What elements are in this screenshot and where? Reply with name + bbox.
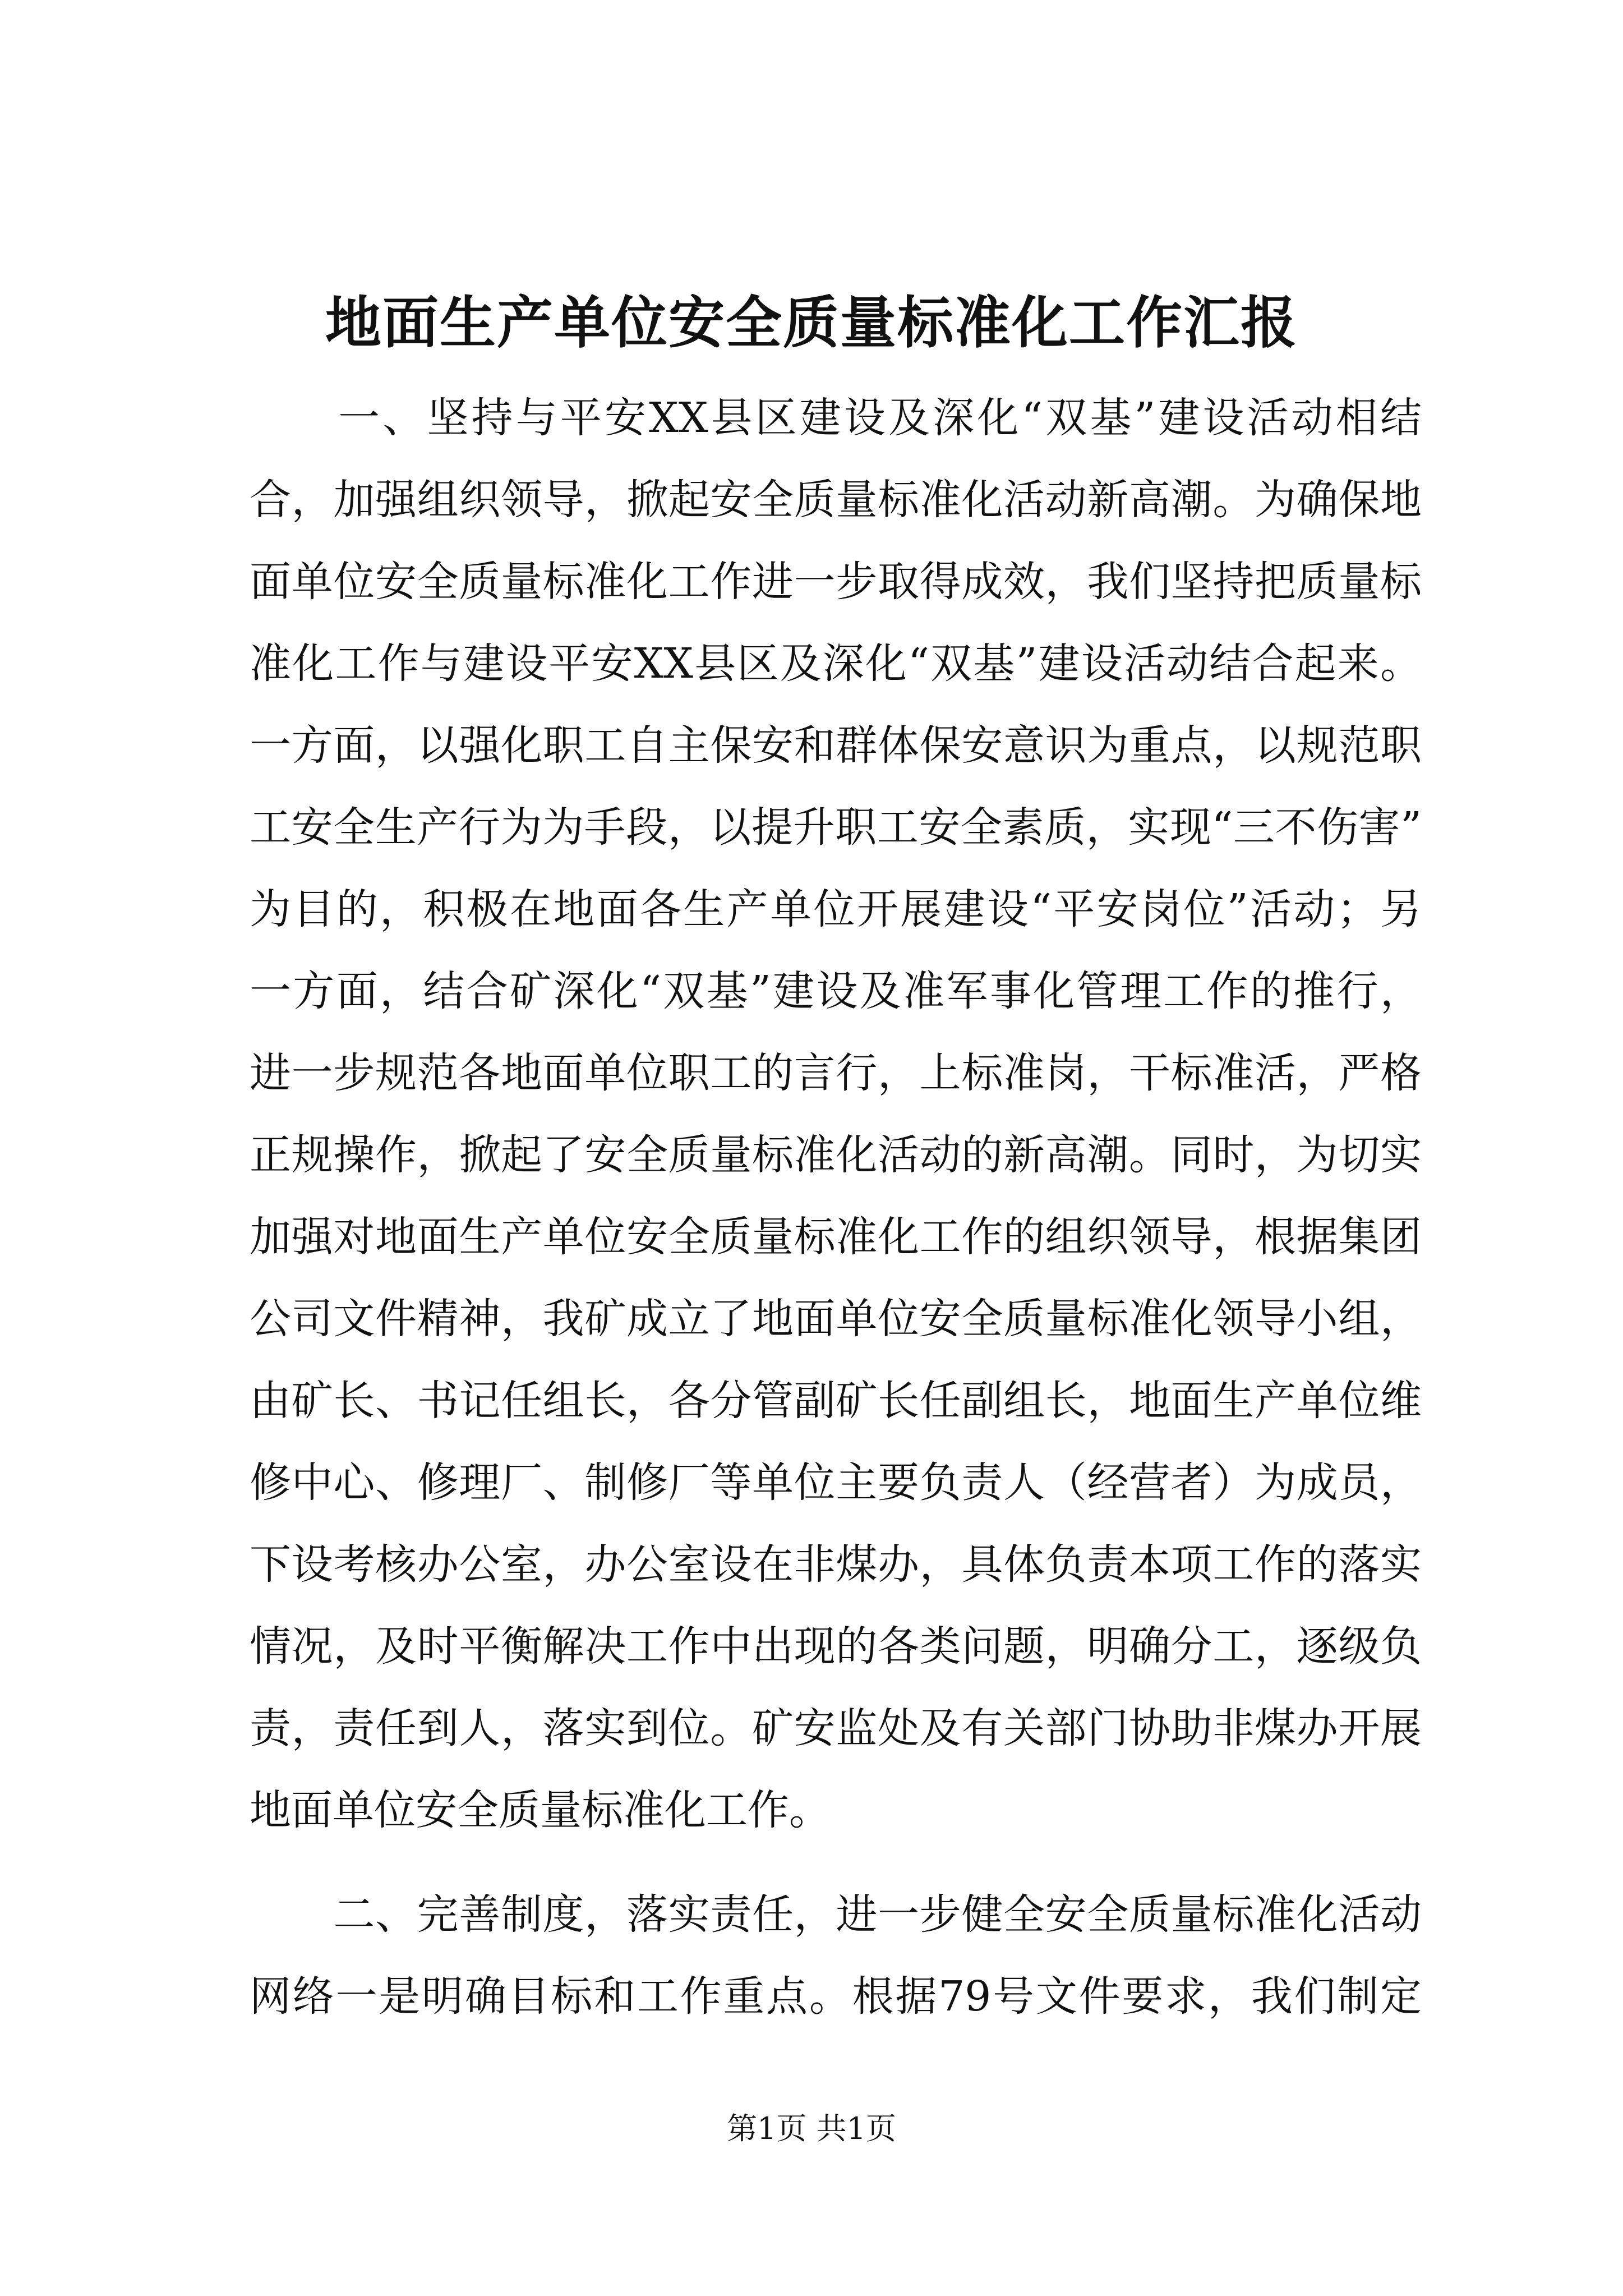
text-line: 地面单位安全质量标准化工作。 <box>250 1786 831 1834</box>
text-line: 为目的，积极在地面各生产单位开展建设“平安岗位”活动；另 <box>250 885 1422 933</box>
text-line: 面单位安全质量标准化工作进一步取得成效，我们坚持把质量标 <box>250 558 1422 606</box>
text-line: 修中心、修理厂、制修厂等单位主要负责人（经营者）为成员， <box>250 1458 1422 1507</box>
paragraph-1 <box>250 377 1422 1851</box>
text-line: 正规操作，掀起了安全质量标准化活动的新高潮。同时，为切实 <box>250 1131 1422 1179</box>
text-line: 进一步规范各地面单位职工的言行，上标准岗，干标准活，严格 <box>250 1049 1422 1097</box>
text-line: 加强对地面生产单位安全质量标准化工作的组织领导，根据集团 <box>250 1213 1422 1261</box>
text-line: 一方面，结合矿深化“双基”建设及准军事化管理工作的推行， <box>250 967 1422 1015</box>
paragraph-spacer <box>250 1851 1422 1874</box>
text-line: 情况，及时平衡解决工作中出现的各类问题，明确分工，逐级负 <box>250 1622 1422 1671</box>
text-line: 一、坚持与平安XX县区建设及深化“双基”建设活动相结 <box>250 394 1422 442</box>
paragraph-2 <box>250 1874 1422 2037</box>
text-line: 准化工作与建设平安XX县区及深化“双基”建设活动结合起来。 <box>250 639 1422 688</box>
page-footer: 第1页 共1页 <box>727 2111 896 2146</box>
text-line: 下设考核办公室，办公室设在非煤办，具体负责本项工作的落实 <box>250 1540 1422 1589</box>
text-line: 二、完善制度，落实责任，进一步健全安全质量标准化活动 <box>250 1890 1422 1939</box>
text-line: 责，责任到人，落实到位。矿安监处及有关部门协助非煤办开展 <box>250 1704 1422 1752</box>
document-body <box>250 377 1422 2037</box>
text-line: 由矿长、书记任组长，各分管副矿长任副组长，地面生产单位维 <box>250 1377 1422 1425</box>
document-title: 地面生产单位安全质量标准化工作汇报 <box>325 289 1298 356</box>
text-line: 网络一是明确目标和工作重点。根据79号文件要求，我们制定 <box>250 1972 1422 2021</box>
text-line: 公司文件精神，我矿成立了地面单位安全质量标准化领导小组， <box>250 1295 1422 1343</box>
text-line: 合，加强组织领导，掀起安全质量标准化活动新高潮。为确保地 <box>250 476 1422 524</box>
text-line: 一方面，以强化职工自主保安和群体保安意识为重点，以规范职 <box>250 721 1422 770</box>
text-line: 工安全生产行为为手段，以提升职工安全素质，实现“三不伤害” <box>250 803 1422 852</box>
